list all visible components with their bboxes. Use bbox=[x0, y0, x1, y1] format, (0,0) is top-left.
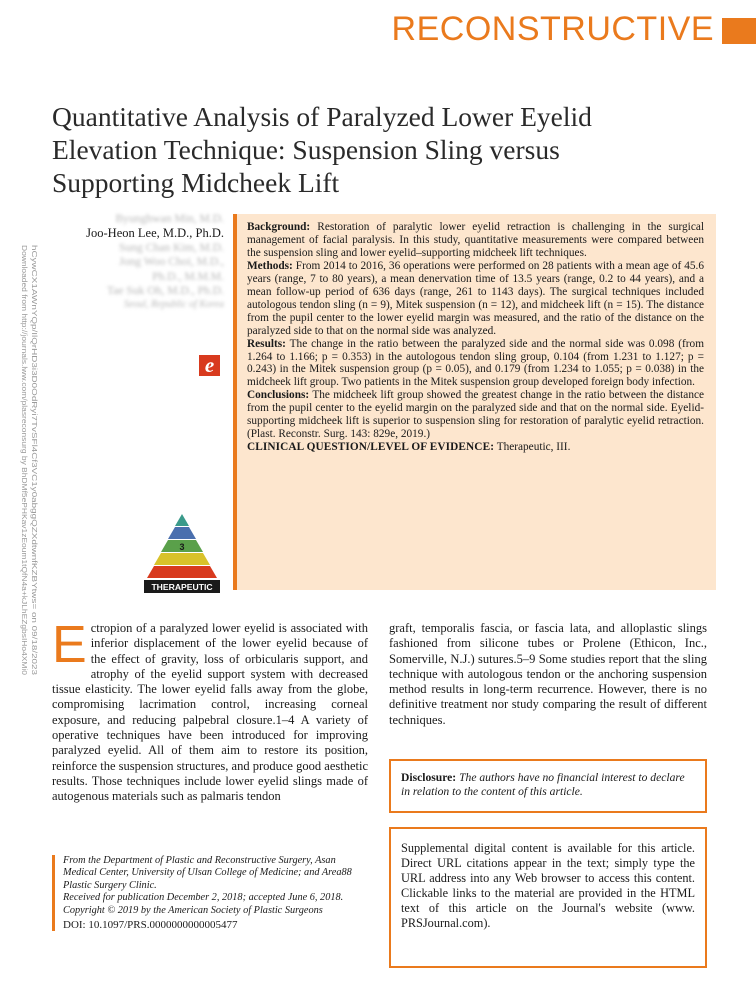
affiliation-footnote bbox=[52, 855, 368, 931]
article-title: Quantitative Analysis of Paralyzed Lower Eyelid Elevation Technique: Suspension Sling versus Supporting Midcheek Lift bbox=[52, 101, 592, 198]
abstract-methods: Methods: From 2014 to 2016, 36 operations were performed on 28 patients with a mean age of 45.6 years (range, 7 to 80 years), a mean denervation time of 13.5 years (range, 0.2 to 44 years), and a mean follow-up period of 636 days (range, 261 to 1143 days). The surgical techniques included autologous tendon sling (n = 9), Mitek suspension (n = 12), and midcheek lift (n = 15). The distance from the pupil center to the lower eyelid margin was measured, and the ratio of the distance on the paralyzed side to that on the normal side was analyzed. bbox=[247, 259, 704, 337]
drop-cap: E bbox=[52, 616, 87, 674]
author-list bbox=[52, 212, 224, 313]
author-name: Tae Suk Oh, M.D., Ph.D. bbox=[106, 284, 224, 298]
abstract-heading: Background: bbox=[247, 221, 311, 233]
pyramid-tier-1 bbox=[175, 514, 189, 526]
abstract-heading: Conclusions: bbox=[247, 389, 310, 402]
pyramid-tier-5 bbox=[147, 566, 217, 578]
body-column-left bbox=[52, 616, 368, 805]
download-watermark bbox=[14, 245, 38, 675]
author-location: Seoul, Republic of Korea bbox=[123, 299, 224, 311]
abstract-results: Results: The change in the ratio between the paralyzed side and the normal side was 0.098 (from 1.264 to 1.166; p = 0.353) in the autologous tendon sling group, 0.104 (from 1.231 to 1.127; p = 0.243) in the Mitek suspension group (p = 0.05), and 0.179 (from 1.234 to 1.055; p = 0.038) in the midcheek lift group. Two patients in the Mitek suspension group developed foreign body infection. bbox=[247, 337, 704, 389]
pyramid-tier-2 bbox=[168, 527, 196, 539]
evidence-level-pyramid bbox=[142, 514, 222, 598]
pyramid-tier-4 bbox=[154, 553, 210, 565]
supplemental-content-e-icon[interactable]: e bbox=[199, 355, 220, 376]
abstract-heading: Results: bbox=[247, 337, 286, 350]
author-name: Joo-Heon Lee, M.D., Ph.D. bbox=[86, 226, 224, 241]
watermark-line-2: hCywCX1AWnYQp/IlQrHD3i3D0OdRyi7TvSFl4Cf3VC1y0abggQZXdtwnfKZBYtws= on 09/18/2023 bbox=[30, 245, 39, 577]
body-column-right bbox=[389, 621, 707, 728]
supplemental-content-box bbox=[389, 827, 707, 968]
disclosure-text: The authors have no financial interest to declare in relation to the content of this article. bbox=[401, 771, 685, 798]
disclosure-box bbox=[389, 759, 707, 813]
author-name: Sung Chan Kim, M.D. bbox=[119, 240, 224, 254]
abstract-conclusions: Conclusions: The midcheek lift group showed the greatest change in the ratio between the distance from the pupil center to the eyelid margin on the paralyzed side and that on the normal side. Eyelid-supporting midcheek lift is superior to suspension sling for restoration of paralytic eyelid retraction. (Plast. Reconstr. Surg. 143: 829e, 2019.) bbox=[247, 389, 704, 441]
abstract-evidence-level: CLINICAL QUESTION/LEVEL OF EVIDENCE: Therapeutic, III. bbox=[247, 441, 571, 454]
doi-link[interactable]: DOI: 10.1097/PRS.0000000000005477 bbox=[63, 919, 238, 932]
evidence-type-label: THERAPEUTIC bbox=[151, 582, 213, 592]
author-name: Ph.D., M.M.M. bbox=[152, 269, 224, 283]
body-paragraph: ctropion of a paralyzed lower eyelid is associated with inferior displacement of the lower eyelid because of the effect of gravity, loss of orbicularis support, and atrophy of the eyelid support system with decreased tissue elasticity. The lower eyelid falls away from the globe, compromising lacrimation control, increasing corneal exposure, and reducing palpebral closure.1–4 A variety of operative techniques have been introduced for improving paralyzed eyelid. All of them aim to restore its position, reinforce the suspension structures, and produce good aesthetic results. Those techniques include lower eyelid slings made of autogenous materials such as palmaris tendon bbox=[52, 621, 368, 804]
supplemental-text: Supplemental digital content is available for this article. Direct URL citations appear in the text; simply type the URL address into any Web browser to access this content. Clickable links to the material are provided in the HTML text of this article on the Journal's website (www. PRSJournal.com). bbox=[401, 841, 695, 930]
body-paragraph: graft, temporalis fascia, or fascia lata, and alloplastic slings fashioned from silicone tubes or Prolene (Ethicon, Inc., Somerville, N.J.) sutures.5–9 Some studies report that the sling technique with autologous tendon or the anchoring suspension method results in long-term recurrence. However, there is no definitive treatment nor study comparing the result of different techniques. bbox=[389, 621, 707, 727]
abstract-heading: CLINICAL QUESTION/LEVEL OF EVIDENCE: bbox=[247, 441, 495, 454]
abstract-background: Background: Restoration of paralytic lower eyelid retraction is challenging in the surgical management of facial paralysis. In this study, quantitative measurements were compared between the suspension sling and lower eyelid–supporting midcheek lift techniques. bbox=[247, 221, 704, 259]
author-name: Byunghwan Min, M.D. bbox=[115, 212, 224, 225]
abstract-box bbox=[233, 214, 716, 590]
copyright-notice: Copyright © 2019 by the American Society of Plastic Surgeons bbox=[63, 904, 323, 916]
author-name: Jong Woo Choi, M.D., bbox=[119, 255, 224, 269]
section-color-bar bbox=[722, 18, 756, 44]
disclosure-heading: Disclosure: bbox=[401, 771, 457, 784]
section-label: RECONSTRUCTIVE bbox=[391, 10, 714, 48]
evidence-level-number: 3 bbox=[179, 542, 185, 552]
abstract-heading: Methods: bbox=[247, 259, 293, 272]
watermark-line-1: Downloaded from http://journals.lww.com/plasreconsurg by BhDMf5ePHKav1zEoum1tQfN4a+kJLhEZgbsIHo4XMi0 bbox=[20, 245, 29, 633]
received-dates: Received for publication December 2, 2018; accepted June 6, 2018. bbox=[63, 892, 344, 904]
affiliation-text: From the Department of Plastic and Reconstructive Surgery, Asan Medical Center, University of Ulsan College of Medicine; and Area88 Plastic Surgery Clinic. bbox=[63, 855, 352, 891]
